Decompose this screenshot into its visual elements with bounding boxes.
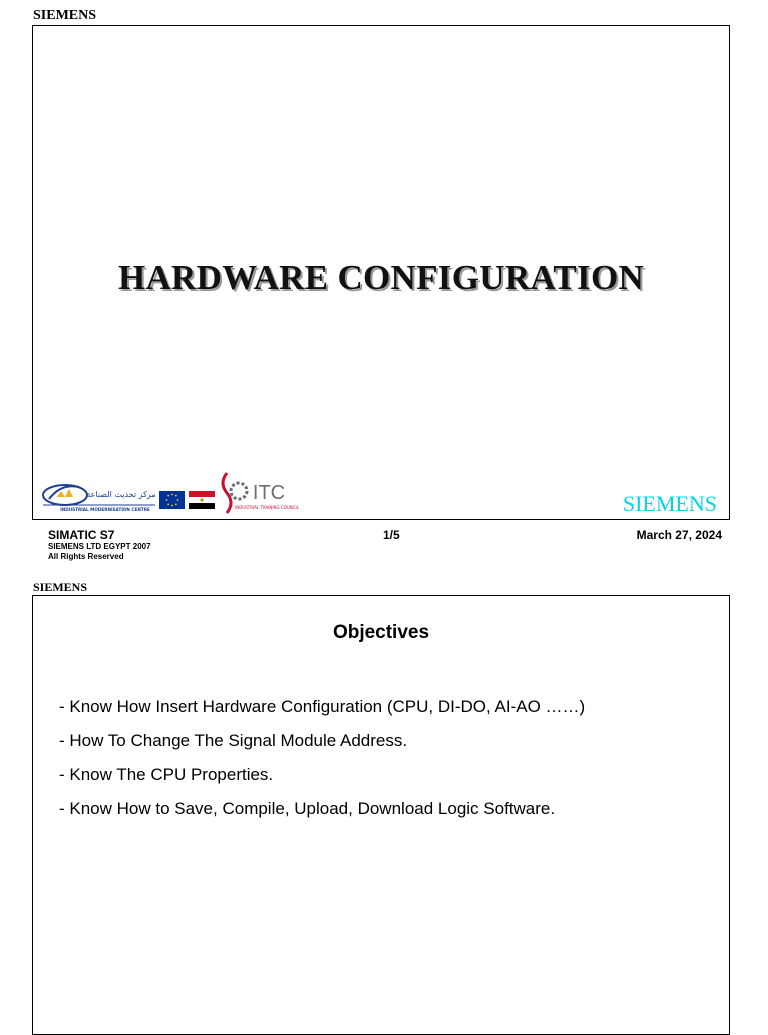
svg-text:INDUSTRIAL MODERNISATION CENTR: INDUSTRIAL MODERNISATION CENTRE xyxy=(60,507,150,512)
list-item: - How To Change The Signal Module Address. xyxy=(59,731,408,750)
partner-logos xyxy=(39,469,299,519)
page-number: 1/5 xyxy=(383,528,400,542)
itc-logo-icon xyxy=(217,469,299,515)
imc-logo-icon xyxy=(39,477,157,513)
siemens-header-logo: SIEMENS xyxy=(33,8,97,23)
list-item: - Know How to Save, Compile, Upload, Download Logic Software. xyxy=(59,799,556,818)
siemens-brand-footer: SIEMENS xyxy=(622,491,717,516)
eu-flag-icon xyxy=(159,491,185,509)
svg-text:ITC: ITC xyxy=(252,482,286,504)
title-slide xyxy=(32,25,730,520)
list-item: - Know How Insert Hardware Configuration (CPU, DI-DO, AI-AO ……) xyxy=(59,697,586,716)
footer-left xyxy=(48,528,151,562)
egypt-flag-icon xyxy=(189,491,215,509)
slide-footer xyxy=(0,528,768,568)
footer-date: March 27, 2024 xyxy=(636,528,722,542)
slide-title: HARDWARE CONFIGURATION xyxy=(117,258,645,297)
objectives-title: Objectives xyxy=(332,622,430,643)
svg-text:INDUSTRIAL TRAINING COUNCIL: INDUSTRIAL TRAINING COUNCIL xyxy=(235,505,299,510)
list-item: - Know The CPU Properties. xyxy=(59,765,274,784)
svg-text:مركز تحديث الصناعة: مركز تحديث الصناعة xyxy=(86,490,156,499)
copyright-line-1: SIEMENS LTD EGYPT 2007 xyxy=(48,542,151,551)
siemens-header-logo-2: SIEMENS xyxy=(33,580,88,594)
objectives-slide xyxy=(32,595,730,1035)
course-name: SIMATIC S7 xyxy=(48,528,115,542)
objectives-list xyxy=(59,697,585,833)
copyright-line-2: All Rights Reserved xyxy=(48,552,124,561)
